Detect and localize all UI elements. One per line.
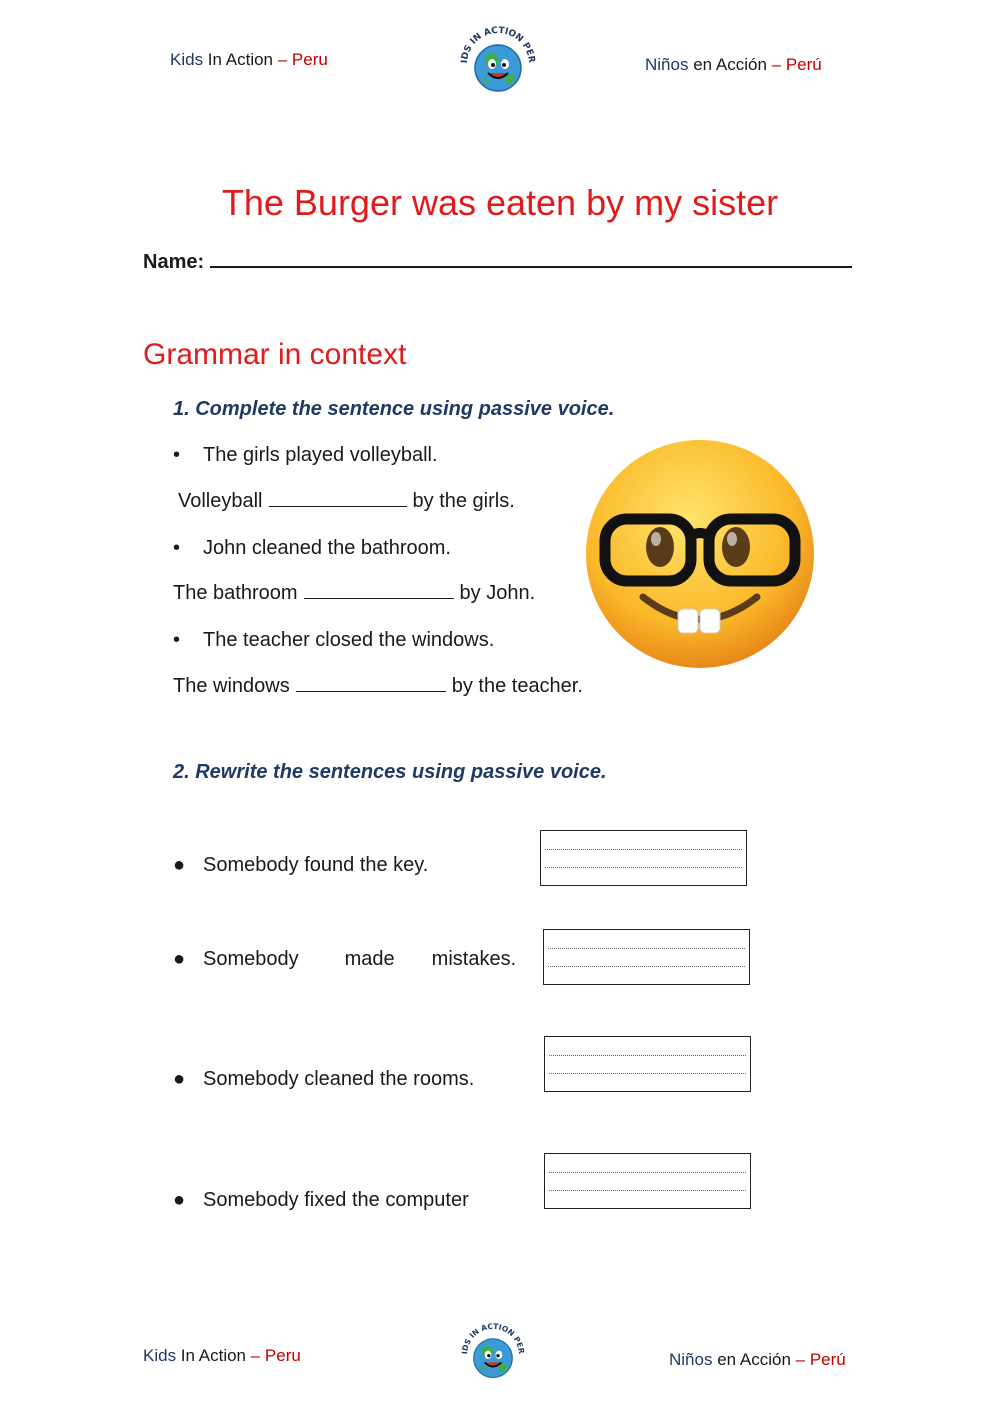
ex1-item-3-sentence xyxy=(173,629,494,652)
name-field-row xyxy=(143,248,852,274)
header-left-word-in-action: In Action xyxy=(203,50,278,69)
earth-mascot-logo-icon xyxy=(455,20,541,106)
ex1-item-3-text: The teacher closed the windows. xyxy=(203,629,495,651)
footer-left-word-kids: Kids xyxy=(143,1346,177,1365)
ex2-item-1-row xyxy=(173,854,428,877)
ex2-item-1-w3: the key. xyxy=(359,854,429,876)
ex1-item-3-answer-before: The windows xyxy=(173,675,290,697)
ex1-item-2-sentence xyxy=(173,537,451,560)
ex1-item-1-answer-row xyxy=(178,490,515,513)
logo-text: IDS IN ACTION PER xyxy=(459,25,537,64)
footer-earth-mascot-logo-icon xyxy=(457,1318,529,1390)
ex1-item-3-bullet: • xyxy=(173,629,181,651)
ex2-item-1-w1: Somebody xyxy=(203,854,299,876)
nerd-face-emoji-icon xyxy=(583,437,817,671)
footer-left-word-peru: – Peru xyxy=(250,1346,301,1365)
ex2-item-2-w1: Somebody xyxy=(203,948,299,970)
ex2-item-4-row xyxy=(173,1189,469,1212)
ex1-item-2-bullet: • xyxy=(173,537,181,559)
footer-right-brand xyxy=(669,1350,846,1370)
ex1-item-1-blank[interactable] xyxy=(269,490,407,507)
ex2-item-2-row xyxy=(173,948,516,971)
footer-left-brand xyxy=(143,1346,301,1366)
ex2-item-4-w1: Somebody xyxy=(203,1189,299,1211)
name-blank-line[interactable] xyxy=(210,248,852,268)
ex2-item-3-answer-box[interactable] xyxy=(544,1036,751,1092)
footer-logo-text: IDS IN ACTION PER xyxy=(460,1321,527,1355)
ex2-item-4-answer-box[interactable] xyxy=(544,1153,751,1209)
ex1-item-2-blank[interactable] xyxy=(304,582,454,599)
ex1-item-3-answer-row xyxy=(173,675,583,698)
ex2-item-2-bullet: ● xyxy=(173,948,186,970)
ex2-item-3-w2: cleaned xyxy=(304,1068,375,1090)
ex1-item-3-answer-after: by the teacher. xyxy=(451,675,583,697)
header-right-word-ninos: Niños xyxy=(645,55,689,74)
ex2-item-4-bullet: ● xyxy=(173,1189,186,1211)
ex2-item-4-w2: fixed xyxy=(304,1189,347,1211)
ex1-item-1-bullet: • xyxy=(173,444,181,466)
header-left-word-peru: – Peru xyxy=(277,50,328,69)
ex2-item-4-w3: the computer xyxy=(352,1189,469,1211)
page-title: The Burger was eaten by my sister xyxy=(221,182,779,223)
ex1-item-1-sentence xyxy=(173,444,438,467)
ex1-item-2-answer-row xyxy=(173,582,535,605)
header-left-brand xyxy=(170,50,328,70)
ex1-item-3-blank[interactable] xyxy=(296,675,446,692)
footer-right-word-peru: – Perú xyxy=(795,1350,846,1369)
ex1-item-1-answer-before: Volleyball xyxy=(178,490,263,512)
exercise1-instruction: 1. Complete the sentence using passive voice. xyxy=(173,398,615,420)
ex2-item-3-bullet: ● xyxy=(173,1068,186,1090)
ex2-item-2-answer-box[interactable] xyxy=(543,929,750,985)
ex2-item-3-row xyxy=(173,1068,474,1091)
footer-left-word-in-action: In Action xyxy=(176,1346,251,1365)
section-title: Grammar in context xyxy=(143,338,407,371)
header-right-word-en-accion: en Acción xyxy=(688,55,772,74)
header-right-word-peru: – Perú xyxy=(771,55,822,74)
ex1-item-2-answer-before: The bathroom xyxy=(173,582,298,604)
ex1-item-2-text: John cleaned the bathroom. xyxy=(203,537,451,559)
ex1-item-2-answer-after: by John. xyxy=(459,582,536,604)
ex2-item-3-w1: Somebody xyxy=(203,1068,299,1090)
ex1-item-1-text: The girls played volleyball. xyxy=(203,444,438,466)
name-label: Name: xyxy=(143,251,205,273)
ex2-item-1-bullet: ● xyxy=(173,854,186,876)
ex2-item-2-w2: made xyxy=(344,948,395,970)
exercise2-instruction: 2. Rewrite the sentences using passive voice. xyxy=(173,761,607,783)
header-right-brand xyxy=(645,55,822,75)
ex2-item-3-w3: the rooms. xyxy=(379,1068,475,1090)
footer-right-word-ninos: Niños xyxy=(669,1350,713,1369)
ex2-item-1-answer-box[interactable] xyxy=(540,830,747,886)
header-left-word-kids: Kids xyxy=(170,50,204,69)
ex1-item-1-answer-after: by the girls. xyxy=(412,490,515,512)
footer-right-word-en-accion: en Acción xyxy=(712,1350,796,1369)
ex2-item-1-w2: found xyxy=(304,854,355,876)
ex2-item-2-w3: mistakes. xyxy=(431,948,517,970)
